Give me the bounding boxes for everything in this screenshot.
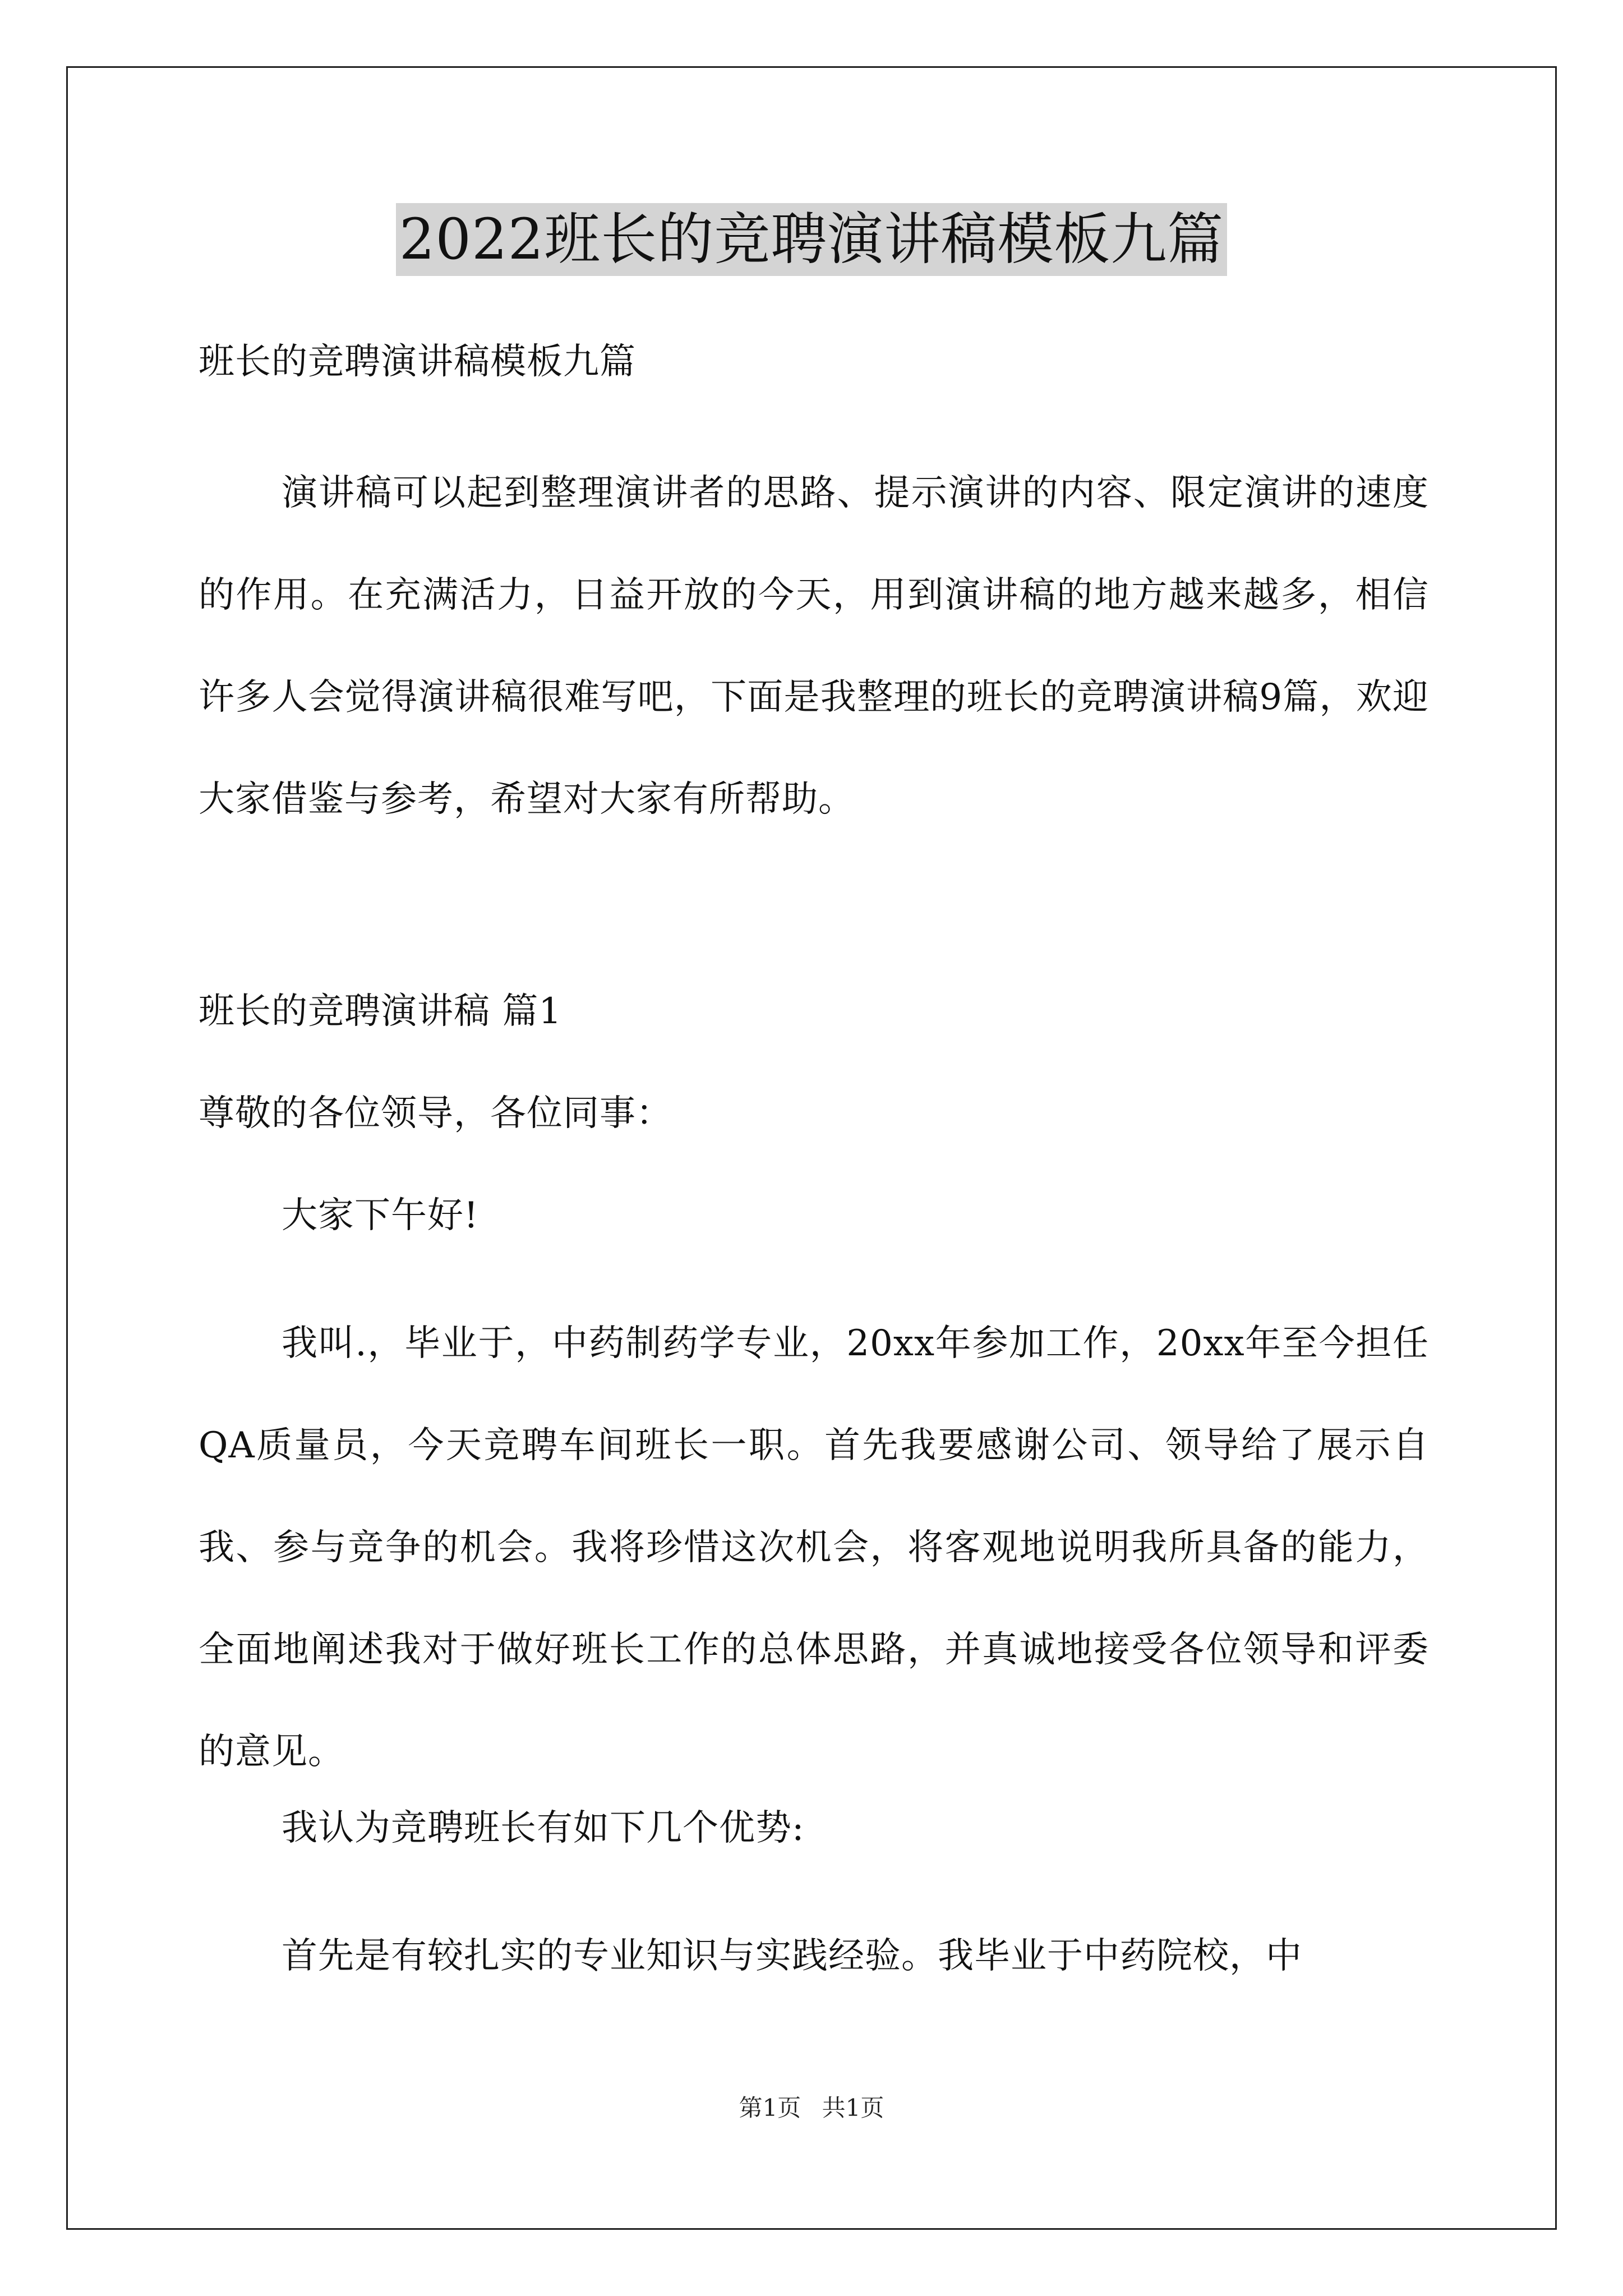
section-heading: 班长的竞聘演讲稿 篇1	[199, 991, 562, 1032]
intro-paragraph: 演讲稿可以起到整理演讲者的思路、提示演讲的内容、限定演讲的速度的作用。在充满活力，日益开放的今天，用到演讲稿的地方越来越多，相信许多人会觉得演讲稿很难写吧，下面是我整理的班长的竞聘演讲稿9篇，欢迎大家借鉴与参考，希望对大家有所帮助。	[199, 472, 1429, 820]
page-number: 第1页	[739, 2094, 801, 2122]
subtitle: 班长的竞聘演讲稿模板九篇	[199, 341, 636, 383]
first-advantage-paragraph: 首先是有较扎实的专业知识与实践经验。我毕业于中药院校，中	[282, 1935, 1302, 1977]
self-introduction-paragraph: 我叫.，毕业于，中药制药学专业，20xx年参加工作，20xx年至今担任QA质量员，今天竞聘车间班长一职。首先我要感谢公司、领导给了展示自我、参与竞争的机会。我将珍惜这次机会，将客观地说明我所具备的能力，全面地阐述我对于做好班长工作的总体思路，并真诚地接受各位领导和评委的意见。	[199, 1323, 1429, 1773]
advantages-heading: 我认为竞聘班长有如下几个优势:	[282, 1807, 805, 1849]
greeting: 大家下午好!	[282, 1195, 479, 1236]
title-container	[0, 203, 1623, 276]
salutation: 尊敬的各位领导，各位同事：	[199, 1093, 672, 1134]
page-total: 共1页	[822, 2094, 884, 2122]
page-footer	[0, 2091, 1623, 2125]
document-title: 2022班长的竞聘演讲稿模板九篇	[396, 203, 1228, 276]
